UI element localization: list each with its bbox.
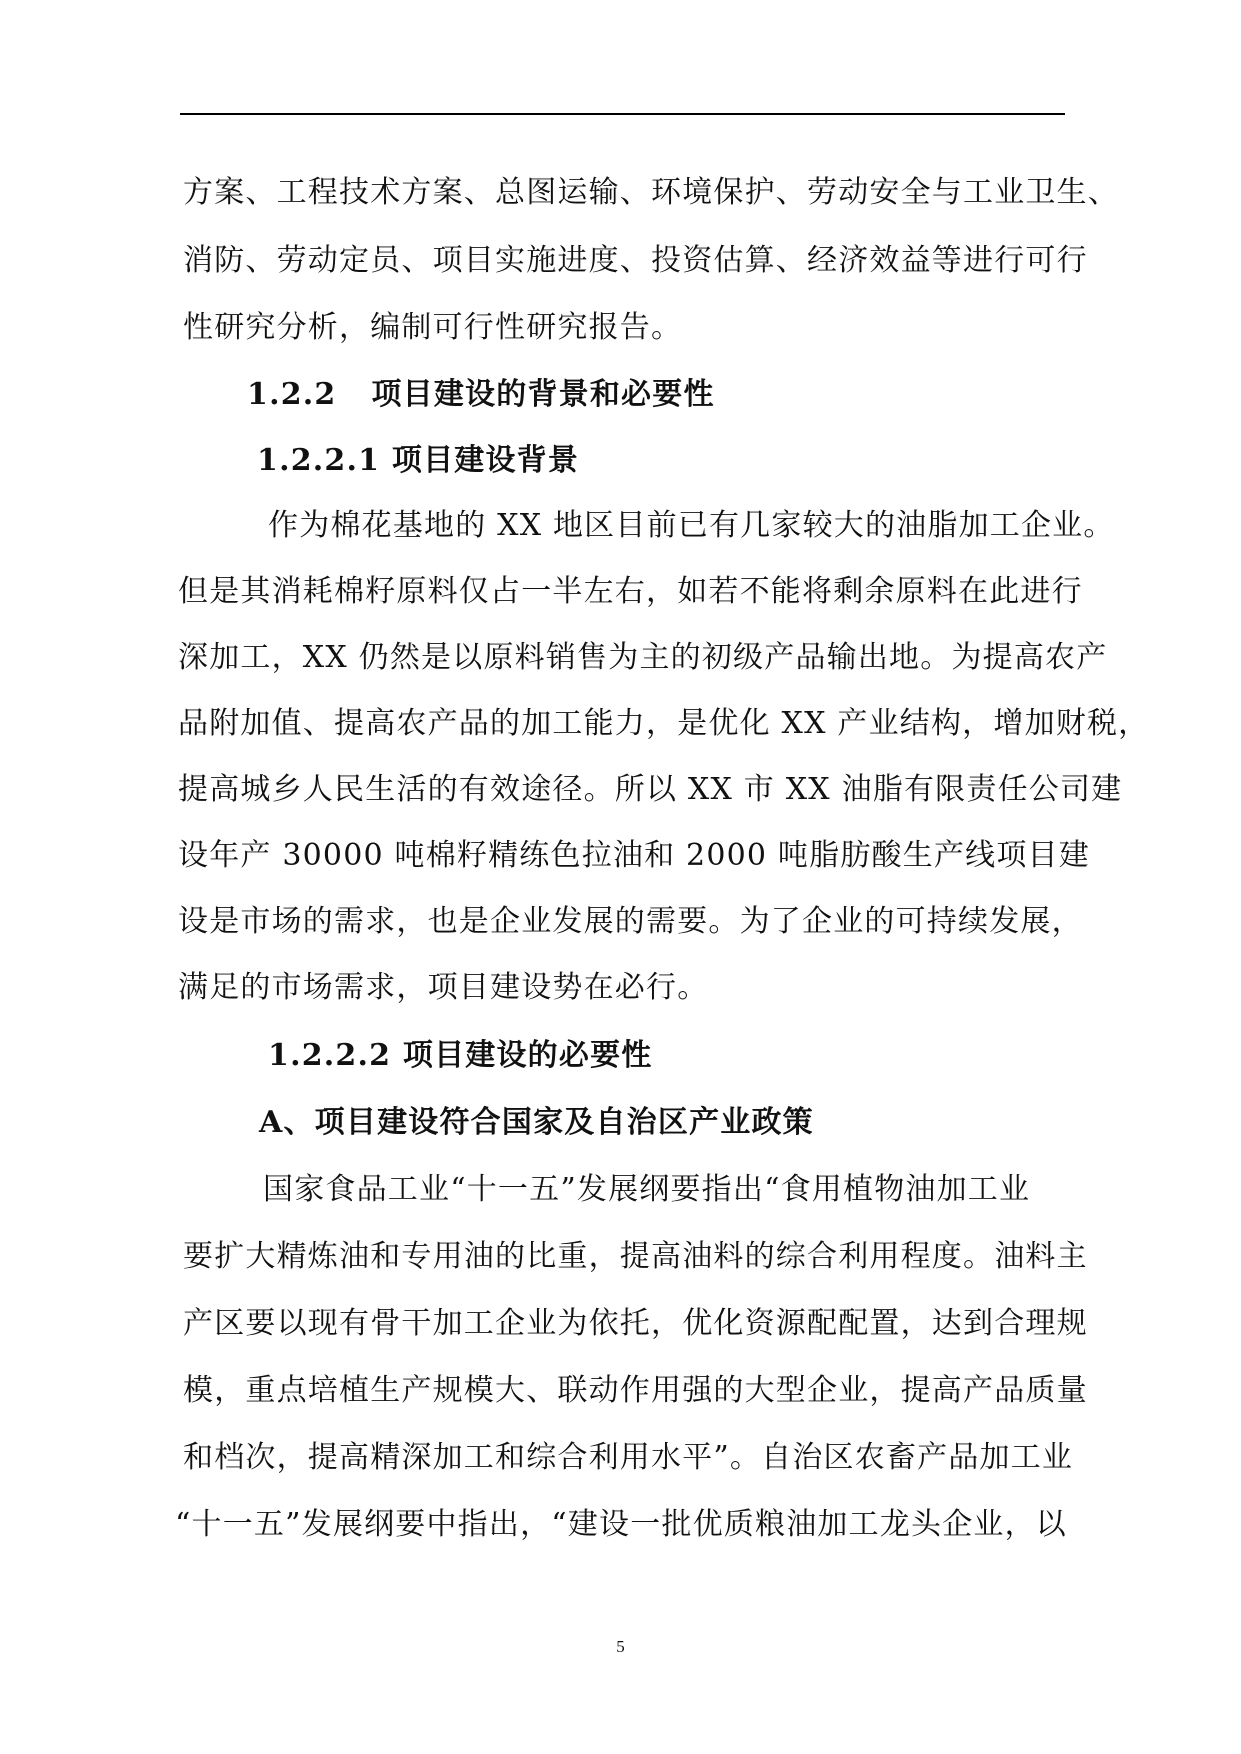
body-line: 但是其消耗棉籽原料仅占一半左右，如若不能将剩余原料在此进行 [178,574,1083,609]
body-line: 品附加值、提高农产品的加工能力，是优化 XX 产业结构，增加财税， [178,706,1150,741]
body-line: 作为棉花基地的 XX 地区目前已有几家较大的油脂加工企业。 [268,508,1115,543]
body-line: 模，重点培植生产规模大、联动作用强的大型企业，提高产品质量 [183,1373,1088,1408]
body-line: 设是市场的需求，也是企业发展的需要。为了企业的可持续发展， [178,904,1083,939]
body-line: 产区要以现有骨干加工企业为依托，优化资源配配置，达到合理规 [183,1306,1088,1341]
body-line: 性研究分析，编制可行性研究报告。 [183,310,683,345]
body-line: 方案、工程技术方案、总图运输、环境保护、劳动安全与工业卫生、 [183,175,1119,210]
body-line: “十一五”发展纲要中指出，“建设一批优质粮油加工龙头企业，以 [175,1507,1068,1542]
body-line: 深加工，XX 仍然是以原料销售为主的初级产品输出地。为提高农产 [178,640,1108,675]
subsection-heading: 1.2.2.2 项目建设的必要性 [268,1038,653,1073]
body-line: 消防、劳动定员、项目实施进度、投资估算、经济效益等进行可行 [183,243,1088,278]
body-line: 设年产 30000 吨棉籽精练色拉油和 2000 吨脂肪酸生产线项目建 [178,838,1090,873]
section-heading: 1.2.2 项目建设的背景和必要性 [247,377,715,412]
body-line: 要扩大精炼油和专用油的比重，提高油料的综合利用程度。油料主 [183,1239,1088,1274]
header-rule [180,113,1065,115]
page-number: 5 [616,1637,625,1656]
body-line: 满足的市场需求，项目建设势在必行。 [178,970,709,1005]
subsection-heading: 1.2.2.1 项目建设背景 [257,443,580,478]
body-line: 提高城乡人民生活的有效途径。所以 XX 市 XX 油脂有限责任公司建 [178,772,1123,807]
body-line: 和档次，提高精深加工和综合利用水平”。自治区农畜产品加工业 [183,1440,1074,1475]
paragraph-heading: A、项目建设符合国家及自治区产业政策 [259,1105,814,1140]
body-line: 国家食品工业“十一五”发展纲要指出“食用植物油加工业 [263,1172,1031,1207]
